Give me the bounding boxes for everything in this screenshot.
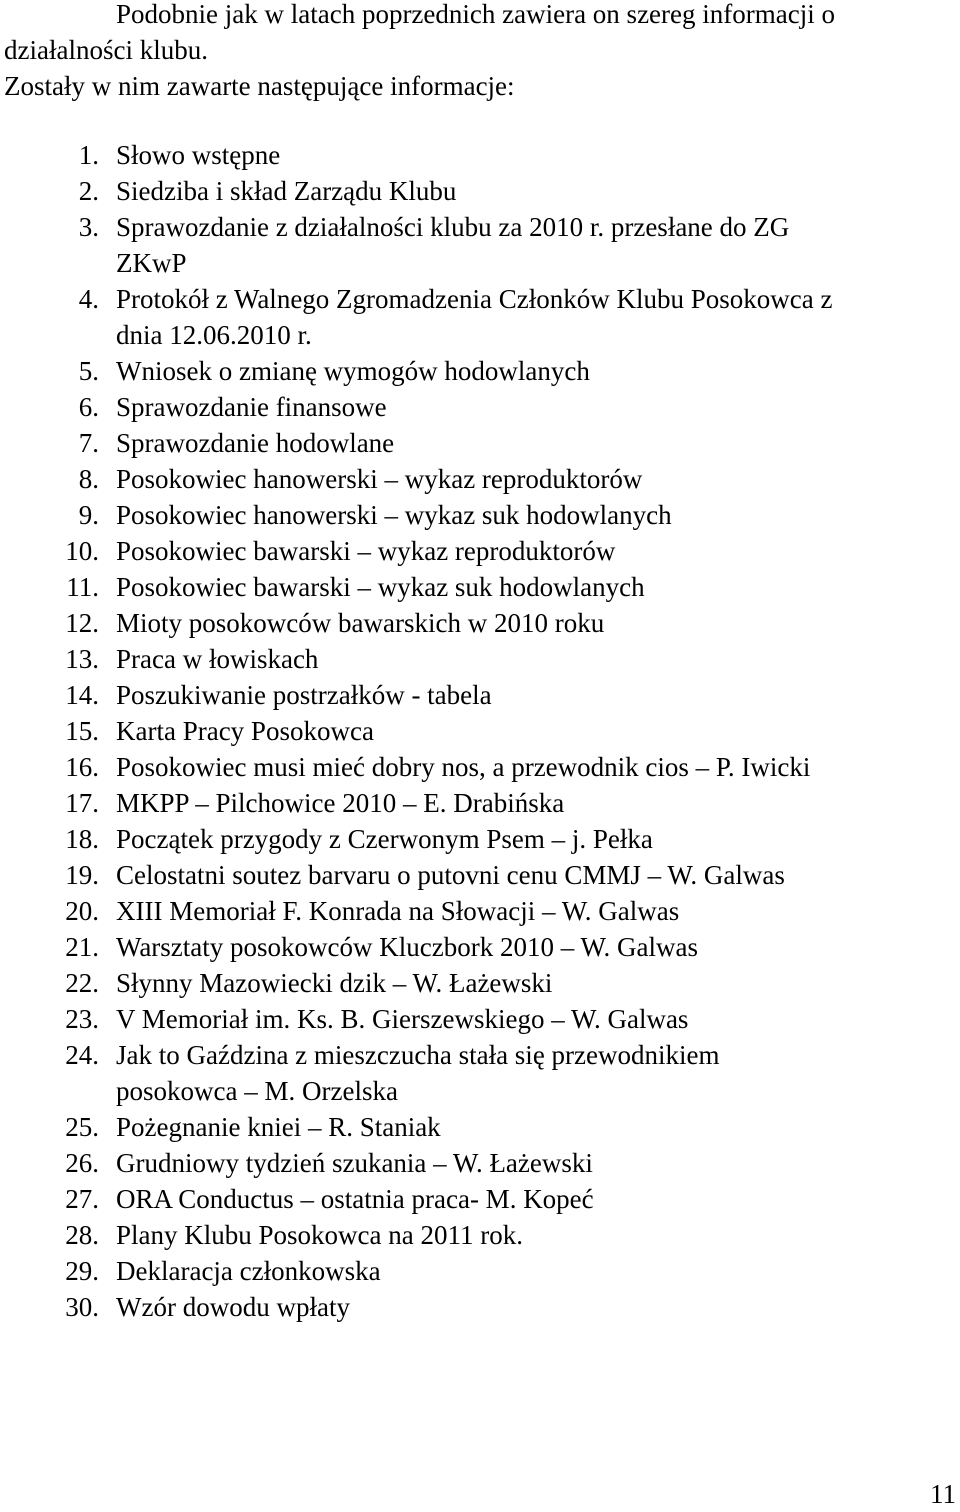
list-item (0, 209, 960, 281)
list-item-number: 23. (65, 1004, 99, 1034)
list-item (0, 461, 960, 497)
list-item-number: 8. (78, 464, 99, 494)
intro-line: działalności klubu. (4, 35, 208, 65)
list-item-text: Posokowiec hanowerski – wykaz suk hodowlanych (116, 500, 672, 530)
list-item-number: 17. (65, 788, 99, 818)
list-item-number: 19. (65, 860, 99, 890)
list-item-text: Warsztaty posokowców Kluczbork 2010 – W. Galwas (116, 932, 698, 962)
list-item-text: Jak to Gaździna z mieszczucha stała się przewodnikiem (116, 1040, 720, 1070)
list-item-text: Słynny Mazowiecki dzik – W. Łażewski (116, 968, 553, 998)
list-item-text: Słowo wstępne (116, 140, 281, 170)
list-item (0, 605, 960, 641)
list-item (0, 1181, 960, 1217)
list-item-text: Wzór dowodu wpłaty (116, 1292, 350, 1322)
list-item (0, 677, 960, 713)
list-item-number: 14. (65, 680, 99, 710)
list-item-text: Początek przygody z Czerwonym Psem – j. Pełka (116, 824, 653, 854)
list-item (0, 569, 960, 605)
list-item-number: 22. (65, 968, 99, 998)
list-item-text: Deklaracja członkowska (116, 1256, 381, 1286)
list-item-number: 11. (66, 572, 99, 602)
list-item (0, 1109, 960, 1145)
list-item-text: Posokowiec musi mieć dobry nos, a przewodnik cios – P. Iwicki (116, 752, 811, 782)
list-item (0, 425, 960, 461)
list-item (0, 281, 960, 353)
list-item (0, 1145, 960, 1181)
list-item-text: Karta Pracy Posokowca (116, 716, 374, 746)
list-item-number: 20. (65, 896, 99, 926)
list-item (0, 533, 960, 569)
list-item-number: 10. (65, 536, 99, 566)
list-item-text: MKPP – Pilchowice 2010 – E. Drabińska (116, 788, 565, 818)
list-item-number: 18. (65, 824, 99, 854)
list-item-number: 12. (65, 608, 99, 638)
list-item-number: 27. (65, 1184, 99, 1214)
list-item-text: Posokowiec bawarski – wykaz reproduktorów (116, 536, 616, 566)
list-item (0, 173, 960, 209)
intro-line: Zostały w nim zawarte następujące informacje: (4, 71, 515, 101)
list-item-text: V Memoriał im. Ks. B. Gierszewskiego – W. Galwas (116, 1004, 689, 1034)
list-item-text: Mioty posokowców bawarskich w 2010 roku (116, 608, 605, 638)
list-item (0, 1289, 960, 1325)
list-item-text: Pożegnanie kniei – R. Staniak (116, 1112, 441, 1142)
list-item-number: 9. (78, 500, 99, 530)
list-item-text: Celostatni soutez barvaru o putovni cenu CMMJ – W. Galwas (116, 860, 785, 890)
list-item-text: ORA Conductus – ostatnia praca- M. Kopeć (116, 1184, 594, 1214)
list-item-text: XIII Memoriał F. Konrada na Słowacji – W. Galwas (116, 896, 680, 926)
list-item-text: Grudniowy tydzień szukania – W. Łażewski (116, 1148, 593, 1178)
list-item-text: Poszukiwanie postrzałków - tabela (116, 680, 492, 710)
list-item-number: 7. (78, 428, 99, 458)
list-item-number: 26. (65, 1148, 99, 1178)
list-item-number: 4. (78, 284, 99, 314)
list-item-number: 24. (65, 1040, 99, 1070)
list-item (0, 785, 960, 821)
list-item (0, 641, 960, 677)
intro-line: Podobnie jak w latach poprzednich zawiera on szereg informacji o (116, 0, 835, 29)
list-item-number: 1. (78, 140, 99, 170)
list-item-text: dnia 12.06.2010 r. (116, 320, 312, 350)
list-item-number: 2. (78, 176, 99, 206)
list-item (0, 929, 960, 965)
list-item (0, 1253, 960, 1289)
list-item (0, 821, 960, 857)
list-item-text: Posokowiec hanowerski – wykaz reproduktorów (116, 464, 643, 494)
list-item-number: 15. (65, 716, 99, 746)
list-item-text: Posokowiec bawarski – wykaz suk hodowlanych (116, 572, 645, 602)
list-item-text: Sprawozdanie hodowlane (116, 428, 395, 458)
list-item-number: 5. (78, 356, 99, 386)
list-item-text: Sprawozdanie finansowe (116, 392, 387, 422)
list-item-text: Sprawozdanie z działalności klubu za 2010 r. przesłane do ZG (116, 212, 790, 242)
list-item-text: ZKwP (116, 248, 187, 278)
list-item (0, 893, 960, 929)
intro-paragraph (0, 0, 960, 104)
list-item (0, 389, 960, 425)
list-item-text: Protokół z Walnego Zgromadzenia Członków Klubu Posokowca z (116, 284, 833, 314)
list-item (0, 353, 960, 389)
list-item (0, 965, 960, 1001)
list-item (0, 1001, 960, 1037)
list-item-text: Praca w łowiskach (116, 644, 319, 674)
list-item (0, 713, 960, 749)
contents-list (0, 137, 960, 1325)
list-item-number: 28. (65, 1220, 99, 1250)
list-item-number: 29. (65, 1256, 99, 1286)
list-item-text: posokowca – M. Orzelska (116, 1076, 398, 1106)
list-item (0, 857, 960, 893)
list-item (0, 497, 960, 533)
list-item-number: 3. (78, 212, 99, 242)
list-item-text: Siedziba i skład Zarządu Klubu (116, 176, 457, 206)
list-item-text: Plany Klubu Posokowca na 2011 rok. (116, 1220, 523, 1250)
list-item (0, 1037, 960, 1109)
list-item-number: 13. (65, 644, 99, 674)
list-item-text: Wniosek o zmianę wymogów hodowlanych (116, 356, 590, 386)
list-item (0, 749, 960, 785)
list-item-number: 16. (65, 752, 99, 782)
page-number: 11 (930, 1479, 956, 1509)
list-item-number: 6. (78, 392, 99, 422)
list-item-number: 21. (65, 932, 99, 962)
list-item-number: 25. (65, 1112, 99, 1142)
list-item (0, 1217, 960, 1253)
list-item (0, 137, 960, 173)
list-item-number: 30. (65, 1292, 99, 1322)
